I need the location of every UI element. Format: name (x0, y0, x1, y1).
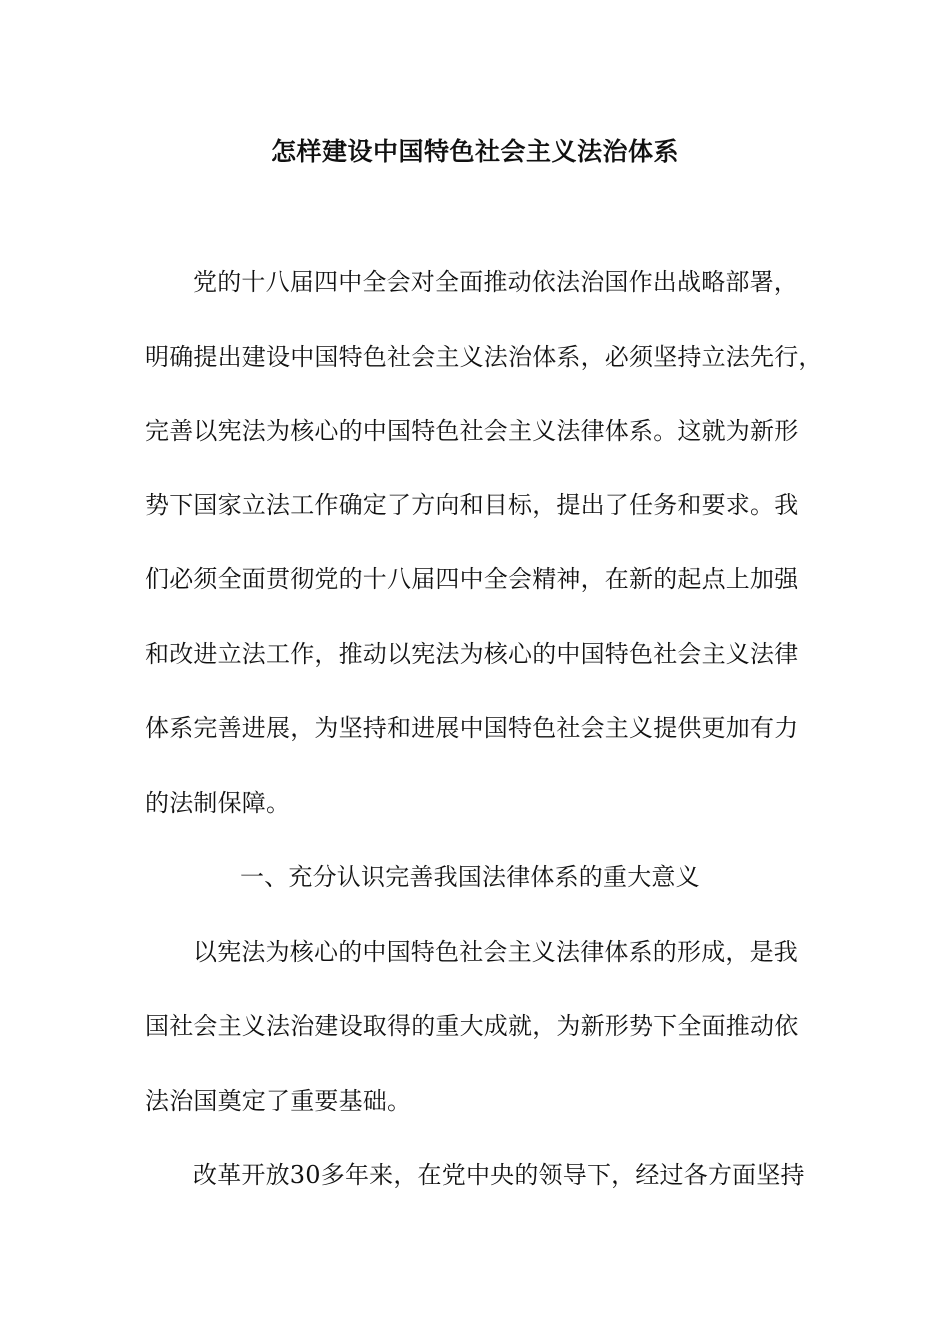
text-line: 完善以宪法为核心的中国特色社会主义法律体系。这就为新形 (145, 417, 799, 445)
text-line: 以宪法为核心的中国特色社会主义法律体系的形成，是我 (193, 938, 798, 966)
text-line: 党的十八届四中全会对全面推动依法治国作出战略部署， (193, 268, 798, 296)
document-title: 怎样建设中国特色社会主义法治体系 (270, 137, 679, 166)
text-line: 改革开放30多年来，在党中央的领导下，经过各方面坚持 (193, 1161, 805, 1189)
text-line: 们必须全面贯彻党的十八届四中全会精神，在新的起点上加强 (145, 565, 799, 593)
text-line: 国社会主义法治建设取得的重大成就，为新形势下全面推动依 (145, 1012, 799, 1040)
section-heading: 一、充分认识完善我国法律体系的重大意义 (240, 863, 700, 891)
text-line: 的法制保障。 (145, 789, 291, 817)
text-line: 势下国家立法工作确定了方向和目标，提出了任务和要求。我 (145, 491, 799, 519)
text-line: 和改进立法工作，推动以宪法为核心的中国特色社会主义法律 (145, 640, 799, 668)
text-line: 体系完善进展，为坚持和进展中国特色社会主义提供更加有力 (145, 714, 799, 742)
text-line: 法治国奠定了重要基础。 (145, 1087, 412, 1115)
text-line: 明确提出建设中国特色社会主义法治体系，必须坚持立法先行， (145, 343, 823, 371)
